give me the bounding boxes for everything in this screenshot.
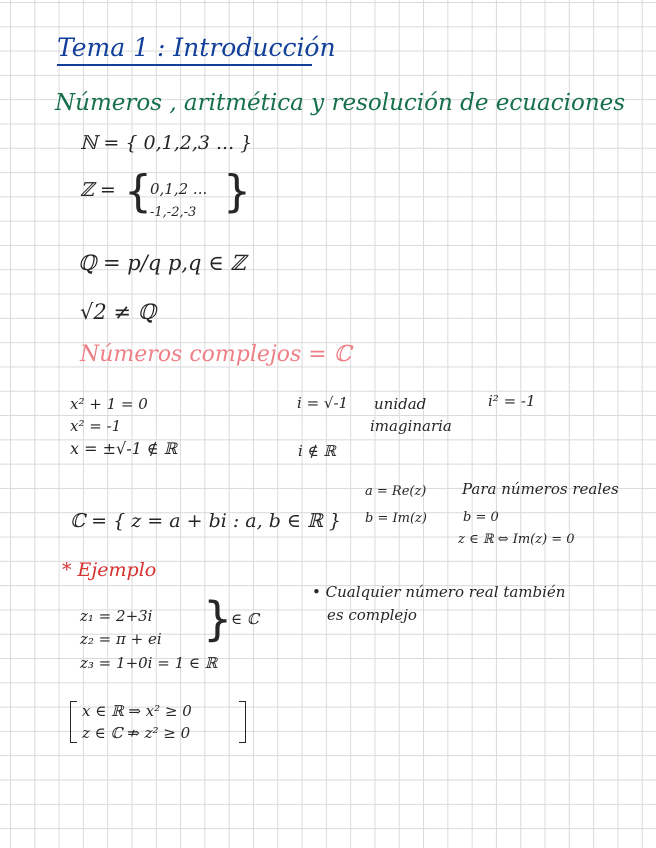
example-in-c: ∈ ℂ xyxy=(231,610,259,628)
i-squared: i² = -1 xyxy=(488,392,536,410)
real-part-def: a = Re(z) xyxy=(365,484,427,499)
complex-heading: Números complejos = ℂ xyxy=(80,342,352,367)
equation-line-1: x² + 1 = 0 xyxy=(70,395,148,413)
example-z1: z₁ = 2+3i xyxy=(80,607,153,625)
example-z3: z₃ = 1+0i = 1 ∈ ℝ xyxy=(80,654,218,672)
example-heading: * Ejemplo xyxy=(62,559,157,581)
real-iff-statement: z ∈ ℝ ⇔ Im(z) = 0 xyxy=(458,532,575,547)
complex-set-definition: ℂ = { z = a + bi : a, b ∈ ℝ } xyxy=(70,510,341,532)
imaginaria-label: imaginaria xyxy=(370,417,452,435)
sqrt2-statement: √2 ≠ ℚ xyxy=(80,300,156,324)
integers-left-brace: { xyxy=(124,166,152,217)
equation-line-3: x = ±√-1 ∉ ℝ xyxy=(70,439,178,458)
inequality-left-bracket xyxy=(70,701,77,743)
b-equals-zero: b = 0 xyxy=(463,510,499,525)
note-line-1: • Cualquier número real también xyxy=(312,583,566,601)
unidad-label: unidad xyxy=(374,395,427,413)
rationals-set: ℚ = p/q p,q ∈ ℤ xyxy=(78,251,246,275)
equation-line-2: x² = -1 xyxy=(70,417,122,435)
i-definition: i = √-1 xyxy=(297,394,349,412)
integers-bottom-row: -1,-2,-3 xyxy=(150,205,197,220)
example-z2: z₂ = π + ei xyxy=(80,630,162,648)
section-heading: Números , aritmética y resolución de ecuaciones xyxy=(55,90,626,116)
inequality-real: x ∈ ℝ ⇒ x² ≥ 0 xyxy=(82,702,192,720)
imag-part-def: b = Im(z) xyxy=(365,511,427,526)
page-title: Tema 1 : Introducción xyxy=(57,33,336,62)
inequality-right-bracket xyxy=(239,701,246,743)
naturals-set: ℕ = { 0,1,2,3 ... } xyxy=(80,132,253,154)
title-underline xyxy=(57,64,312,66)
example-right-brace: } xyxy=(203,592,233,646)
integers-label: ℤ = xyxy=(80,179,116,201)
integers-top-row: 0,1,2 ... xyxy=(150,180,208,198)
para-numeros-reales: Para números reales xyxy=(462,480,619,498)
i-not-real: i ∉ ℝ xyxy=(298,442,336,460)
integers-right-brace: } xyxy=(223,166,251,217)
inequality-complex: z ∈ ℂ ⇏ z² ≥ 0 xyxy=(82,724,191,742)
note-line-2: es complejo xyxy=(327,606,417,624)
